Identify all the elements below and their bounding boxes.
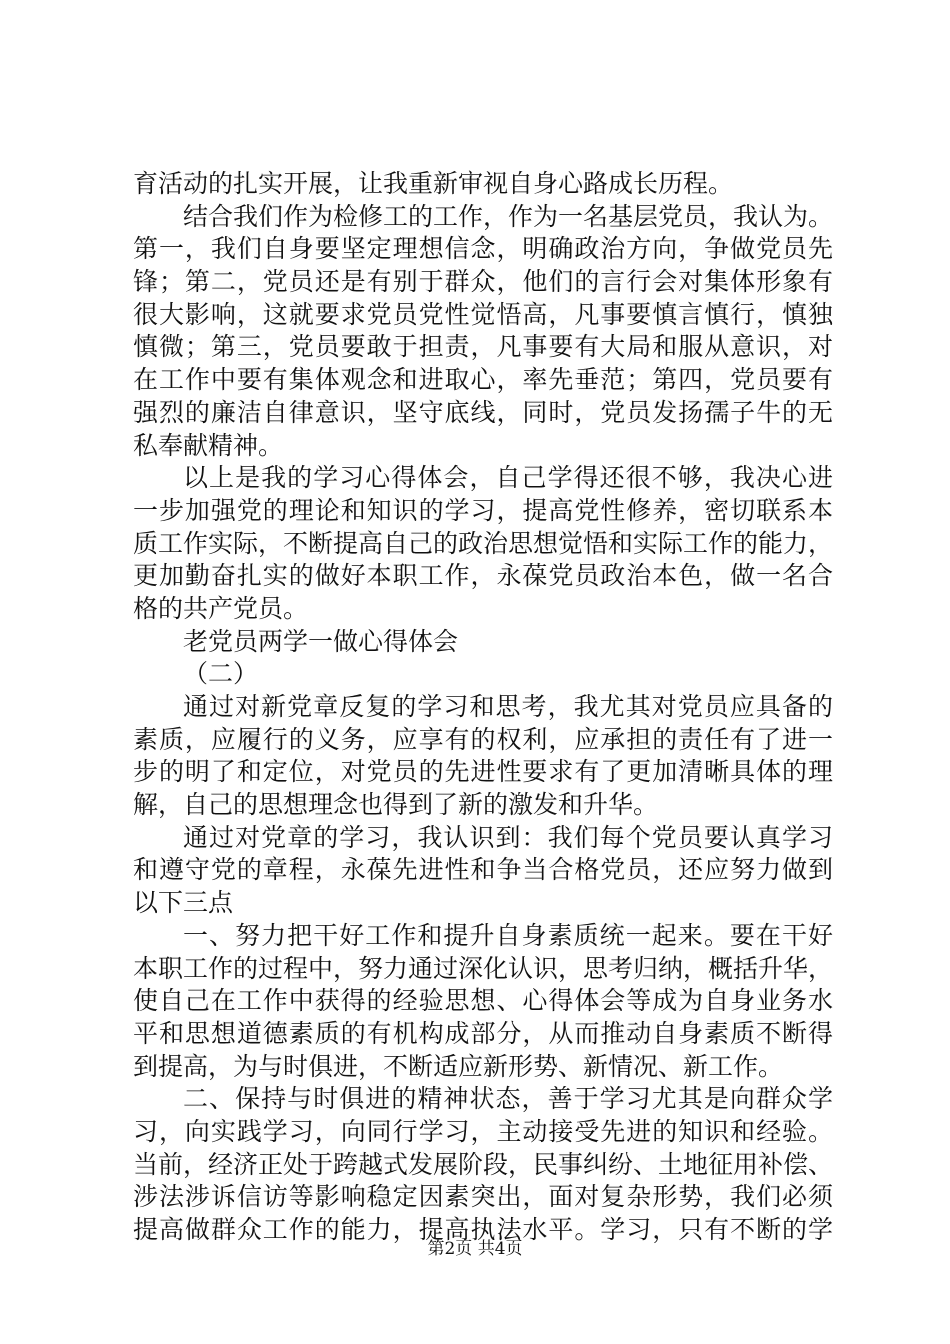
text-line: 二、保持与时俱进的精神状态，善于学习尤其是向群众学 <box>183 1084 833 1114</box>
text-line: 步的明了和定位，对党员的先进性要求有了更加清晰具体的理 <box>133 757 833 787</box>
text-line: 格的共产党员。 <box>133 593 309 623</box>
text-line: 素质，应履行的义务，应享有的权利，应承担的责任有了进一 <box>133 724 833 754</box>
text-line: 一步加强党的理论和知识的学习，提高党性修养，密切联系本 <box>133 495 833 525</box>
text-line: 育活动的扎实开展，让我重新审视自身心路成长历程。 <box>133 169 734 198</box>
text-line: 以上是我的学习心得体会，自己学得还很不够，我决心进 <box>183 463 833 493</box>
text-line: 强烈的廉洁自律意识，坚守底线，同时，党员发扬孺子牛的无 <box>133 397 833 427</box>
text-line: 第一，我们自身要坚定理想信念，明确政治方向，争做党员先 <box>133 234 833 264</box>
text-line: 慎微；第三，党员要敢于担责，凡事要有大局和服从意识，对 <box>133 332 833 362</box>
text-line: 以下三点 <box>133 888 234 918</box>
text-line: 当前，经济正处于跨越式发展阶段，民事纠纷、土地征用补偿、 <box>133 1149 834 1179</box>
text-line: 锋；第二，党员还是有别于群众，他们的言行会对集体形象有 <box>133 267 833 297</box>
document-body <box>133 168 833 1247</box>
text-line: 平和思想道德素质的有机构成部分，从而推动自身素质不断得 <box>133 1018 833 1048</box>
text-line: 通过对党章的学习，我认识到：我们每个党员要认真学习 <box>183 822 833 852</box>
text-line: 结合我们作为检修工的工作，作为一名基层党员，我认为。 <box>183 201 834 231</box>
text-line: 涉法涉诉信访等影响稳定因素突出，面对复杂形势，我们必须 <box>133 1182 833 1212</box>
text-line: 一、努力把干好工作和提升自身素质统一起来。要在干好 <box>183 920 833 950</box>
text-line: 更加勤奋扎实的做好本职工作，永葆党员政治本色，做一名合 <box>133 561 833 591</box>
text-line: 习，向实践学习，向同行学习，主动接受先进的知识和经验。 <box>133 1116 833 1146</box>
text-line: 私奉献精神。 <box>133 430 284 460</box>
page-footer: 第2页 共4页 <box>427 1239 523 1259</box>
text-line: 到提高，为与时俱进，不断适应新形势、新情况、新工作。 <box>133 1051 784 1081</box>
text-line: 提高做群众工作的能力，提高执法水平。学习，只有不断的学 <box>133 1215 833 1244</box>
text-line: 本职工作的过程中，努力通过深化认识，思考归纳，概括升华， <box>133 953 834 983</box>
text-line: 在工作中要有集体观念和进取心，率先垂范；第四，党员要有 <box>133 365 833 395</box>
text-line: 很大影响，这就要求党员党性觉悟高，凡事要慎言慎行，慎独 <box>133 299 833 329</box>
text-line: 质工作实际，不断提高自己的政治思想觉悟和实际工作的能力， <box>133 528 834 558</box>
text-line: 老党员两学一做心得体会 <box>183 626 459 656</box>
text-line: （二） <box>183 659 259 689</box>
text-line: 使自己在工作中获得的经验思想、心得体会等成为自身业务水 <box>133 986 833 1016</box>
text-line: 解，自己的思想理念也得到了新的激发和升华。 <box>133 790 659 820</box>
text-line: 和遵守党的章程，永葆先进性和争当合格党员，还应努力做到 <box>133 855 833 885</box>
text-line: 通过对新党章反复的学习和思考，我尤其对党员应具备的 <box>183 692 833 721</box>
